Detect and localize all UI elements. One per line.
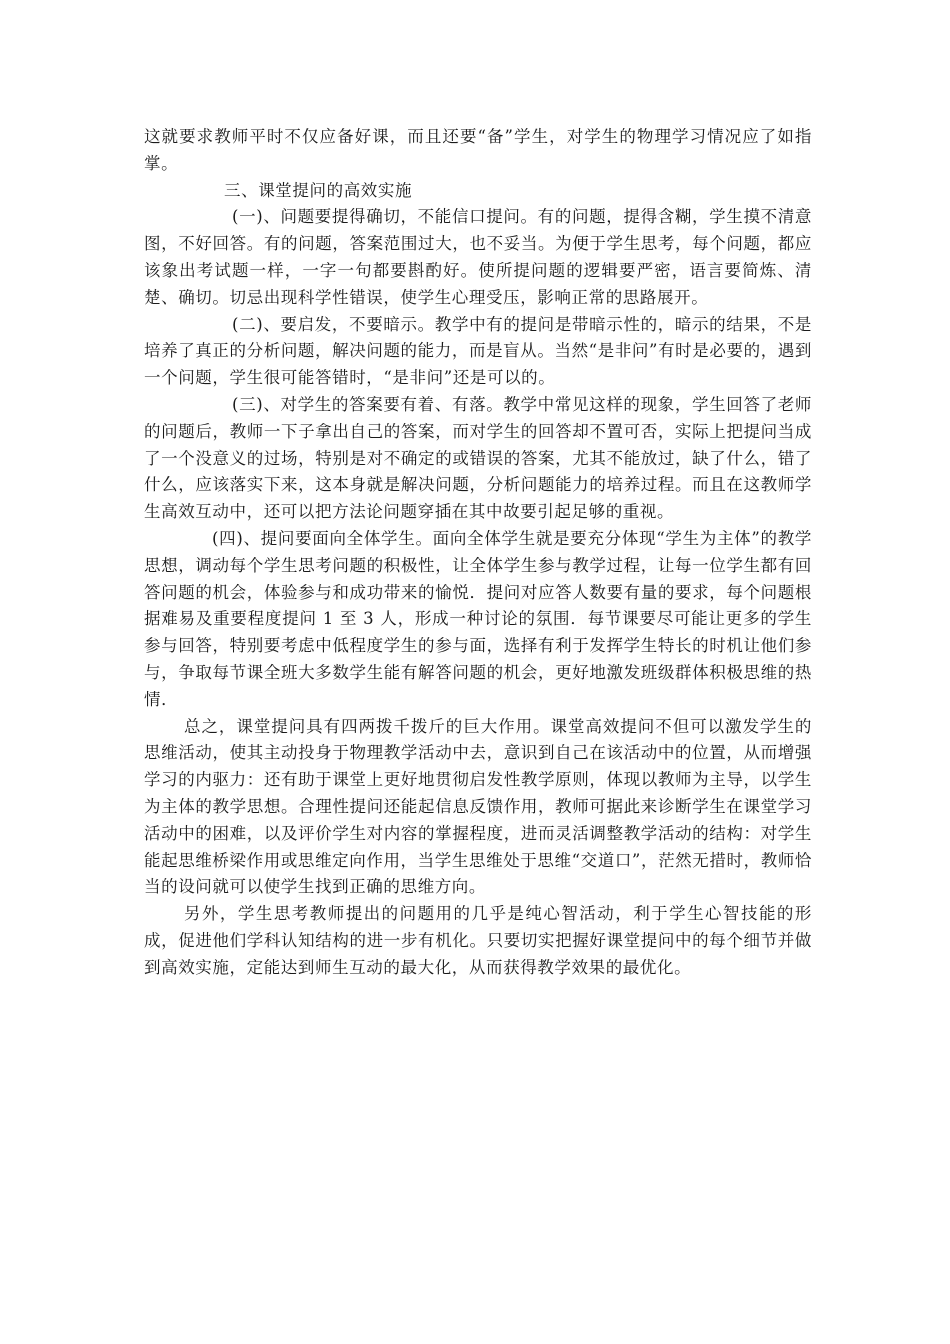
section-heading: 三、课堂提问的高效实施 bbox=[224, 180, 413, 200]
intro-paragraph: 这就要求教师平时不仅应备好课，而且还要“备”学生，对学生的物理学习情况应了如指掌。 bbox=[144, 127, 812, 173]
document-body bbox=[144, 124, 812, 982]
point-two-paragraph: (二)、要启发，不要暗示。教学中有的提问是带暗示性的，暗示的结果，不是培养了真正的分析问题，解决问题的能力，而是盲从。当然“是非问”有时是必要的，遇到一个问题，学生很可能答错时，“是非问”还是可以的。 bbox=[144, 314, 812, 388]
point-three-paragraph: (三)、对学生的答案要有着、有落。教学中常见这样的现象，学生回答了老师的问题后，教师一下子拿出自己的答案，而对学生的回答却不置可否，实际上把提问当成了一个没意义的过场，特别是对不确定的或错误的答案，尤其不能放过，缺了什么，错了什么，应该落实下来，这本身就是解决问题，分析问题能力的培养过程。而且在这教师学生高效互动中，还可以把方法论问题穿插在其中故要引起足够的重视。 bbox=[144, 394, 812, 522]
summary-paragraph: 总之，课堂提问具有四两拨千拨斤的巨大作用。课堂高效提问不但可以激发学生的思维活动，使其主动投身于物理教学活动中去，意识到自己在该活动中的位置，从而增强学习的内驱力：还有助于课堂上更好地贯彻启发性教学原则，体现以教师为主导，以学生为主体的教学思想。合理性提问还能起信息反馈作用，教师可据此来诊断学生在课堂学习活动中的困难，以及评价学生对内容的掌握程度，进而灵活调整教学活动的结构：对学生能起思维桥梁作用或思维定向作用，当学生思维处于思维“交道口”，茫然无措时，教师恰当的设问就可以使学生找到正确的思维方向。 bbox=[144, 716, 812, 897]
point-four-paragraph: (四)、提问要面向全体学生。面向全体学生就是要充分体现“学生为主体”的教学思想，调动每个学生思考问题的积极性，让全体学生参与教学过程，让每一位学生都有回答问题的机会，体验参与和成功带来的愉悦．提问对应答人数要有量的要求，每个问题根据难易及重要程度提问 1 至 3 人，形成一种讨论的氛围．每节课要尽可能让更多的学生参与回答，特别要考虑中低程度学生的参与面，选择有利于发挥学生特长的时机让他们参与，争取每节课全班大多数学生能有解答问题的机会，更好地激发班级群体积极思维的热情． bbox=[144, 528, 812, 709]
closing-paragraph: 另外，学生思考教师提出的问题用的几乎是纯心智活动，利于学生心智技能的形成，促进他们学科认知结构的进一步有机化。只要切实把握好课堂提问中的每个细节并做到高效实施，定能达到师生互动的最大化，从而获得教学效果的最优化。 bbox=[144, 904, 812, 977]
point-one-paragraph: (一)、问题要提得确切，不能信口提问。有的问题，提得含糊，学生摸不清意图，不好回答。有的问题，答案范围过大，也不妥当。为便于学生思考，每个问题，都应该象出考试题一样，一字一句都要斟酌好。使所提问题的逻辑要严密，语言要简炼、清楚、确切。切忌出现科学性错误，使学生心理受压，影响正常的思路展开。 bbox=[144, 207, 812, 307]
